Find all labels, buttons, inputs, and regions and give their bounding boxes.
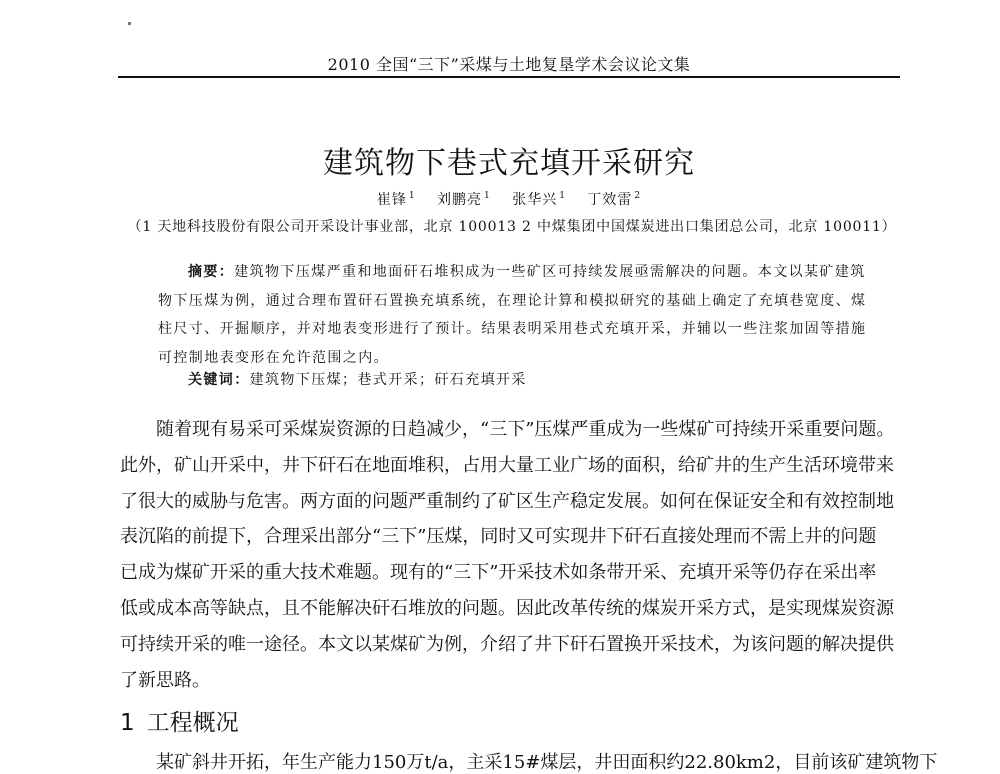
author: 刘鹏亮 $^1$ (437, 191, 491, 208)
abstract-line: 可控制地表变形在允许范围之内。 (158, 349, 389, 366)
keywords-label: 关键词： (188, 372, 250, 388)
keywords (188, 369, 527, 389)
section-title: 工程概况 (146, 710, 239, 736)
abstract-line: 摘要：建筑物下压煤严重和地面矸石堆积成为一些矿区可持续发展亟需解决的问题。本文以某矿建筑 (188, 264, 866, 280)
body-line: 表沉陷的前提下，合理采出部分“三下”压煤，同时又可实现井下矸石直接处理而不需上井的问题 (120, 526, 877, 548)
body-line: 已成为煤矿开采的重大技术难题。现有的“三下”开采技术如条带开采、充填开采等仍存在采出率 (120, 562, 877, 584)
body-line-cutoff: 某矿斜井开拓，年生产能力150万t/a，主采15#煤层，井田面积约22.80km2，目前该矿建筑物下 (156, 752, 938, 773)
intro-paragraph (120, 412, 904, 698)
author-list (118, 189, 900, 209)
body-line: 了新思路。 (120, 669, 210, 691)
paper-title: 建筑物下巷式充填开采研究 (323, 146, 695, 181)
author: 张华兴 $^1$ (512, 191, 566, 208)
section-number: 1 (120, 710, 135, 736)
abstract-line: 物下压煤为例，通过合理布置矸石置换充填系统，在理论计算和模拟研究的基础上确定了充填巷宽度、煤 (158, 292, 867, 309)
body-line: 随着现有易采可采煤炭资源的日趋减少，“三下”压煤严重成为一些煤矿可持续开采重要问题。 (156, 419, 895, 440)
abstract (158, 258, 874, 372)
section-heading (120, 704, 239, 737)
header-rule (118, 76, 900, 78)
abstract-line: 柱尺寸、开掘顺序，并对地表变形进行了预计。结果表明采用巷式充填开采，并辅以一些注浆加固等措施 (158, 321, 867, 338)
affiliation: （1 天地科技股份有限公司开采设计事业部，北京 100013 2 中煤集团中国煤炭进出口集团总公司，北京 100011） (127, 219, 897, 235)
body-line: 低或成本高等缺点，且不能解决矸石堆放的问题。因此改革传统的煤炭开采方式，是实现煤炭资源 (120, 597, 894, 619)
abstract-label: 摘要： (188, 264, 235, 280)
keywords-text: 建筑物下压煤；巷式开采；矸石充填开采 (249, 372, 527, 388)
running-header: 2010 全国“三下”采煤与土地复垦学术会议论文集 (327, 55, 691, 74)
author: 丁效雷 $^2$ (587, 191, 642, 208)
body-line: 可持续开采的唯一途径。本文以某煤矿为例，介绍了井下矸石置换开采技术，为该问题的解决提供 (120, 633, 894, 655)
author: 崔锋 $^1$ (376, 191, 416, 208)
body-line: 了很大的威胁与危害。两方面的问题严重制约了矿区生产稳定发展。如何在保证安全和有效控制地 (120, 490, 894, 512)
scan-mark (128, 22, 131, 25)
body-line: 此外，矿山开采中，井下矸石在地面堆积，占用大量工业广场的面积，给矿井的生产生活环境带来 (120, 454, 894, 476)
